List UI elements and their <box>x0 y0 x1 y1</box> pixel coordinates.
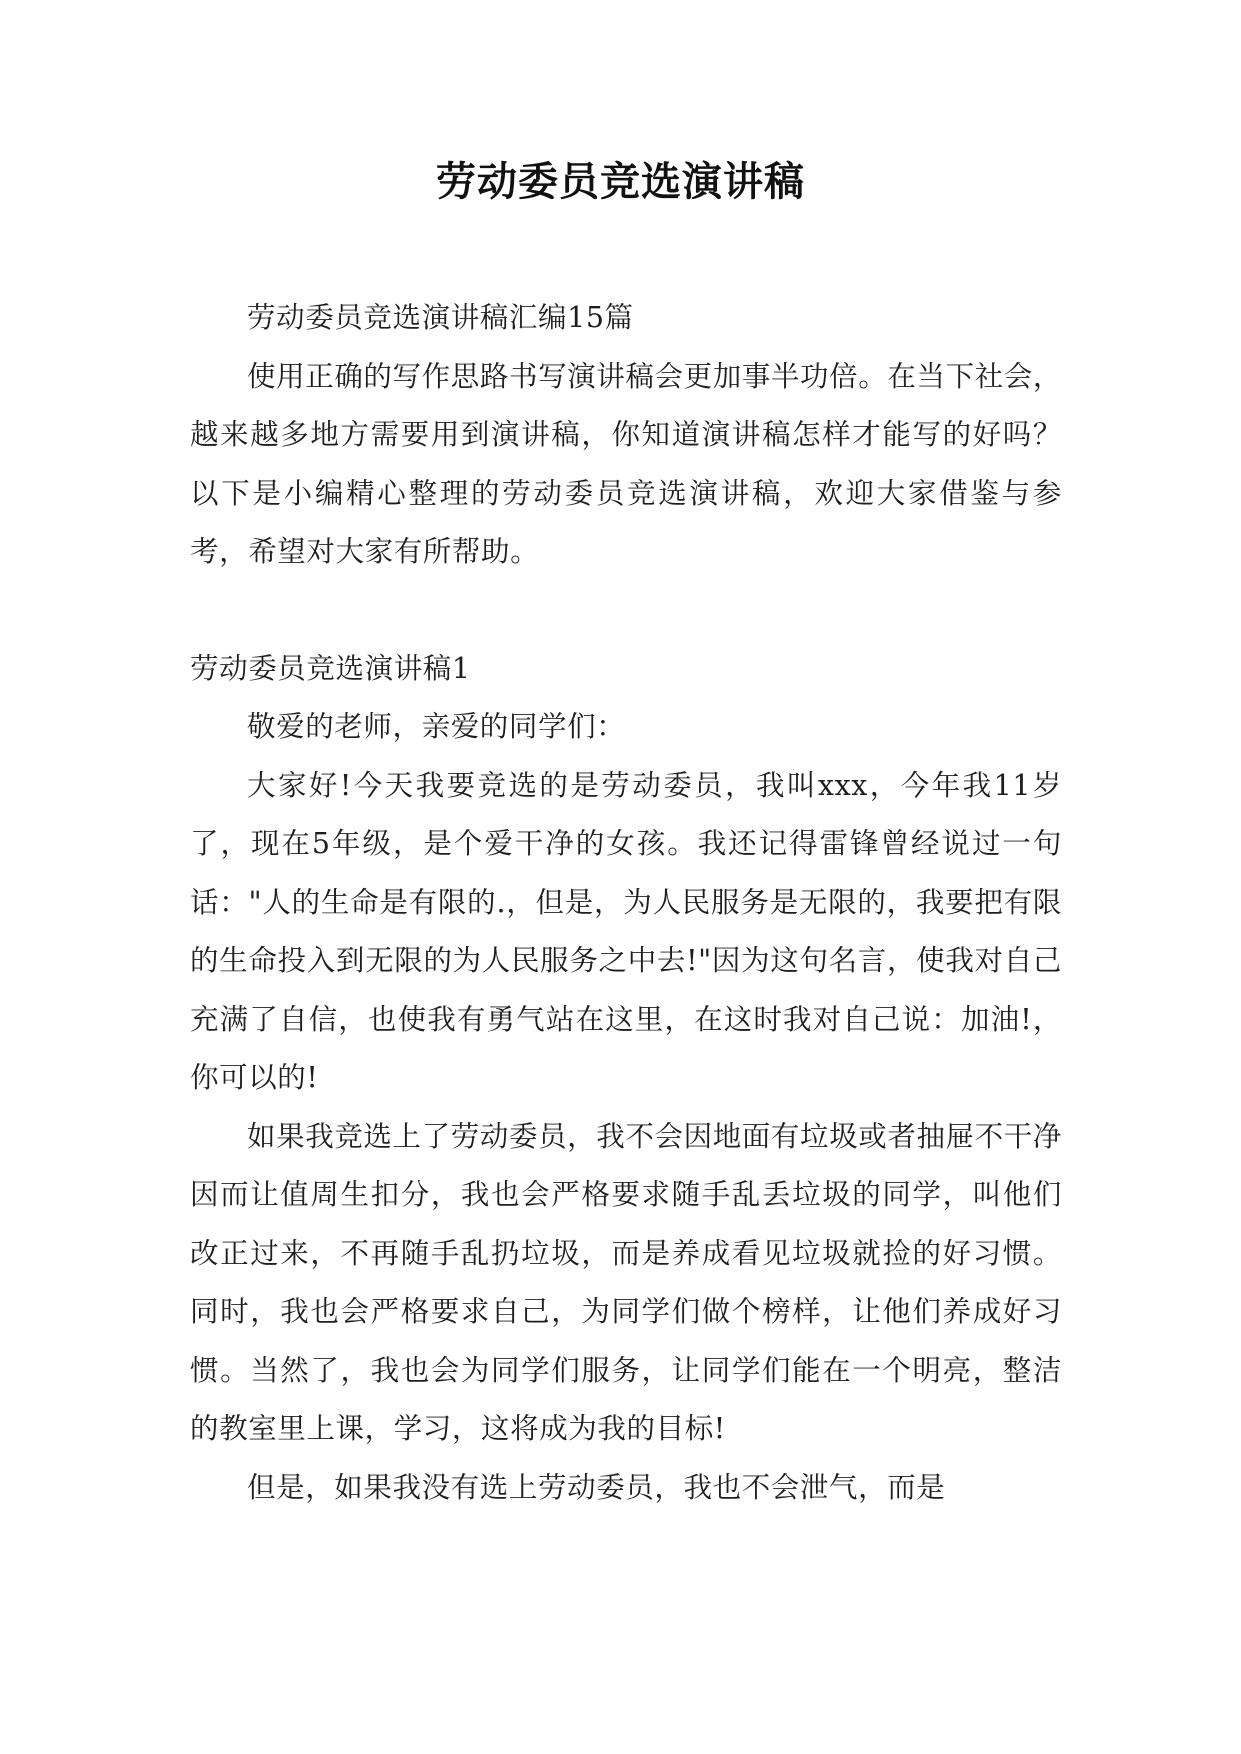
body-paragraph: 如果我竞选上了劳动委员，我不会因地面有垃圾或者抽屉不干净因而让值周生扣分，我也会严格要求随手乱丢垃圾的同学，叫他们改正过来，不再随手乱扔垃圾，而是养成看见垃圾就捡的好习惯。同时，我也会严格要求自己，为同学们做个榜样，让他们养成好习惯。当然了，我也会为同学们服务，让同学们能在一个明亮，整洁的教室里上课，学习，这将成为我的目标! <box>190 1119 1062 1445</box>
collection-subtitle: 劳动委员竞选演讲稿汇编15篇 <box>247 301 634 334</box>
document-title: 劳动委员竞选演讲稿 <box>436 158 805 205</box>
body-paragraph: 但是，如果我没有选上劳动委员，我也不会泄气，而是 <box>247 1470 946 1504</box>
intro-paragraph: 使用正确的写作思路书写演讲稿会更加事半功倍。在当下社会，越来越多地方需要用到演讲稿，你知道演讲稿怎样才能写的好吗？以下是小编精心整理的劳动委员竞选演讲稿，欢迎大家借鉴与参考，希望对大家有所帮助。 <box>190 359 1062 568</box>
body-paragraph: 大家好!今天我要竞选的是劳动委员，我叫xxx，今年我11岁了，现在5年级，是个爱干净的女孩。我还记得雷锋曾经说过一句话："人的生命是有限的.，但是，为人民服务是无限的，我要把有限的生命投入到无限的为人民服务之中去!"因为这句名言，使我对自己充满了自信，也使我有勇气站在这里，在这时我对自己说：加油!，你可以的! <box>190 768 1062 1094</box>
salutation-paragraph: 敬爱的老师，亲爱的同学们： <box>247 710 626 743</box>
document-body <box>190 289 1062 1517</box>
section-heading: 劳动委员竞选演讲稿1 <box>190 651 471 685</box>
